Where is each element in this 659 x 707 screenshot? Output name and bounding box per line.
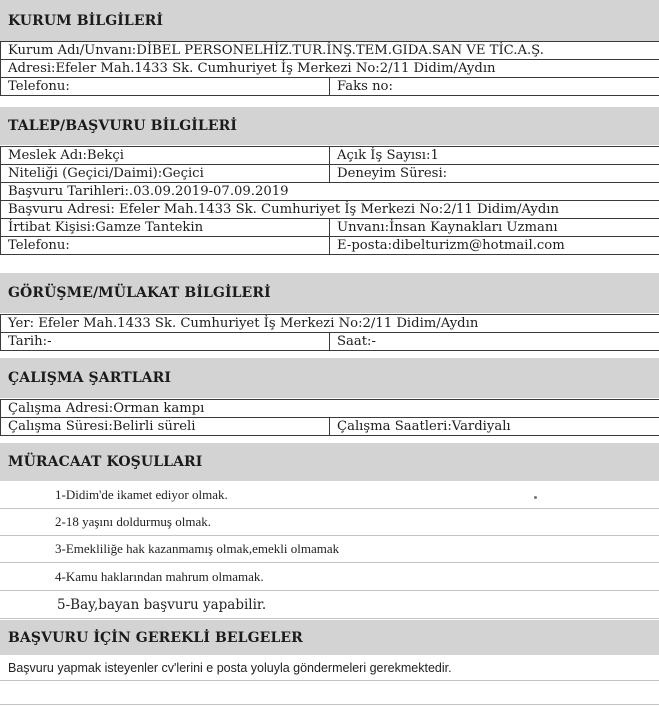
kurum-adres: Adresi:Efeler Mah.1433 Sk. Cumhuriyet İş Merkezi No:2/11 Didim/Aydın [1, 60, 659, 78]
section-heading-gorusme: GÖRÜŞME/MÜLAKAT BİLGİLERİ [0, 273, 659, 313]
stray-mark [534, 496, 537, 499]
deneyim-suresi: Deneyim Süresi: [330, 165, 659, 183]
kurum-table [0, 41, 659, 96]
meslek-adi: Meslek Adı:Bekçi [1, 147, 330, 165]
belgeler-text: Başvuru yapmak isteyenler cv'lerini e posta yoluyla göndermeleri gerekmektedir. [0, 655, 659, 681]
calisma-saatleri: Çalışma Saatleri:Vardiyalı [330, 418, 659, 436]
muracaat-item: 5-Bay,bayan başvuru yapabilir. [0, 591, 659, 619]
gorusme-tarihi: Tarih:- [1, 333, 330, 351]
calisma-suresi: Çalışma Süresi:Belirli süreli [1, 418, 330, 436]
irtibat-kisisi: İrtibat Kişisi:Gamze Tantekin [1, 219, 330, 237]
niteligi: Niteliği (Geçici/Daimi):Geçici [1, 165, 330, 183]
kurum-telefon: Telefonu: [1, 78, 330, 96]
basvuru-tarihleri: Başvuru Tarihleri:.03.09.2019-07.09.2019 [1, 183, 659, 201]
talep-table [0, 146, 659, 255]
basvuru-adresi: Başvuru Adresi: Efeler Mah.1433 Sk. Cumhuriyet İş Merkezi No:2/11 Didim/Aydın [1, 201, 659, 219]
gorusme-saati: Saat:- [330, 333, 659, 351]
muracaat-item: 3-Emekliliğe hak kazanmamış olmak,emekli olmamak [0, 536, 659, 563]
muracaat-item: 4-Kamu haklarından mahrum olmamak. [0, 563, 659, 591]
belgeler-blank-line [0, 681, 659, 705]
muracaat-item: 2-18 yaşını doldurmuş olmak. [0, 509, 659, 536]
section-heading-calisma: ÇALIŞMA ŞARTLARI [0, 358, 659, 398]
kurum-adi: Kurum Adı/Unvanı:DİBEL PERSONELHİZ.TUR.İNŞ.TEM.GIDA.SAN VE TİC.A.Ş. [1, 42, 659, 60]
section-heading-muracaat: MÜRACAAT KOŞULLARI [0, 443, 659, 481]
section-heading-talep: TALEP/BAŞVURU BİLGİLERİ [0, 107, 659, 145]
calisma-adresi: Çalışma Adresi:Orman kampı [1, 400, 659, 418]
section-heading-belgeler: BAŞVURU İÇİN GEREKLİ BELGELER [0, 620, 659, 655]
kurum-faks: Faks no: [330, 78, 659, 96]
calisma-table [0, 399, 659, 436]
talep-telefon: Telefonu: [1, 237, 330, 255]
muracaat-item: 1-Didim'de ikamet ediyor olmak. [0, 481, 659, 509]
acik-is-sayisi: Açık İş Sayısı:1 [330, 147, 659, 165]
gorusme-yeri: Yer: Efeler Mah.1433 Sk. Cumhuriyet İş Merkezi No:2/11 Didim/Aydın [1, 315, 659, 333]
gorusme-table [0, 314, 659, 351]
section-heading-kurum: KURUM BİLGİLERİ [0, 0, 659, 41]
talep-eposta: E-posta:dibelturizm@hotmail.com [330, 237, 659, 255]
irtibat-unvani: Unvanı:İnsan Kaynakları Uzmanı [330, 219, 659, 237]
